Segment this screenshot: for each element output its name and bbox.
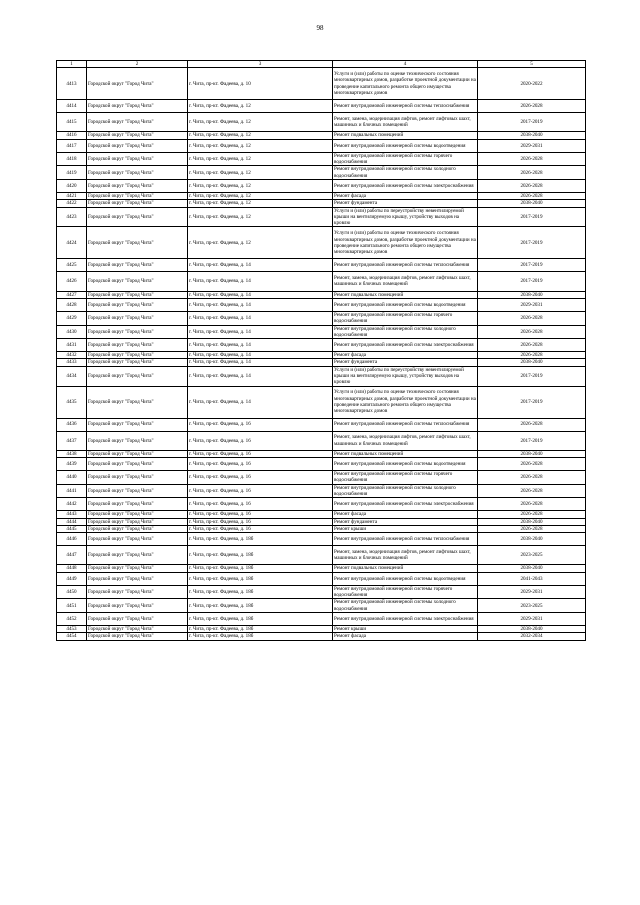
municipality-cell: Городской округ "Город Чита" (87, 458, 188, 471)
row-number-cell: 4452 (57, 612, 87, 625)
planned-period-cell: 2026-2028 (478, 458, 586, 471)
table-row (57, 546, 586, 565)
planned-period-cell: 2017-2019 (478, 207, 586, 227)
address-cell: г. Чита, пр-кт. Фадеева, д. 16 (188, 458, 333, 471)
row-number-cell: 4433 (57, 359, 87, 366)
work-type-cell: Ремонт внутридомовой инженерной системы водоотведения (333, 298, 478, 311)
work-type-cell: Ремонт внутридомовой инженерной системы электроснабжения (333, 498, 478, 511)
address-cell: г. Чита, пр-кт. Фадеева, д. 14 (188, 352, 333, 359)
municipality-cell: Городской округ "Город Чита" (87, 484, 188, 498)
column-header-5: 5 (478, 61, 586, 68)
table-row (57, 565, 586, 572)
address-cell: г. Чита, пр-кт. Фадеева, д. 18б (188, 625, 333, 632)
planned-period-cell: 2041-2043 (478, 572, 586, 585)
work-type-cell: Ремонт внутридомовой инженерной системы теплоснабжения (333, 533, 478, 546)
municipality-cell: Городской округ "Город Чита" (87, 272, 188, 291)
table-row (57, 152, 586, 166)
planned-period-cell: 2026-2028 (478, 418, 586, 431)
municipality-cell: Городской округ "Город Чита" (87, 386, 188, 418)
work-type-cell: Услуги и (или) работы по оценке технического состояния многоквартирных домов, разработке проектной документации на проведение капитального ремонта общего имущества многоквартирных домов (333, 386, 478, 418)
address-cell: г. Чита, пр-кт. Фадеева, д. 12 (188, 200, 333, 207)
address-cell: г. Чита, пр-кт. Фадеева, д. 14 (188, 386, 333, 418)
planned-period-cell: 2029-2031 (478, 612, 586, 625)
address-cell: г. Чита, пр-кт. Фадеева, д. 14 (188, 325, 333, 339)
table-row (57, 179, 586, 192)
planned-period-cell: 2020-2022 (478, 68, 586, 100)
municipality-cell: Городской округ "Город Чита" (87, 259, 188, 272)
municipality-cell: Городской округ "Город Чита" (87, 431, 188, 450)
address-cell: г. Чита, пр-кт. Фадеева, д. 12 (188, 207, 333, 227)
table-row (57, 612, 586, 625)
planned-period-cell: 2017-2019 (478, 431, 586, 450)
table-row (57, 498, 586, 511)
municipality-cell: Городской округ "Город Чита" (87, 565, 188, 572)
table-row (57, 113, 586, 132)
address-cell: г. Чита, пр-кт. Фадеева, д. 18б (188, 546, 333, 565)
address-cell: г. Чита, пр-кт. Фадеева, д. 14 (188, 298, 333, 311)
address-cell: г. Чита, пр-кт. Фадеева, д. 14 (188, 272, 333, 291)
row-number-cell: 4437 (57, 431, 87, 450)
municipality-cell: Городской округ "Город Чита" (87, 471, 188, 485)
row-number-cell: 4427 (57, 291, 87, 298)
work-type-cell: Ремонт внутридомовой инженерной системы электроснабжения (333, 339, 478, 352)
planned-period-cell: 2023-2025 (478, 546, 586, 565)
row-number-cell: 4449 (57, 572, 87, 585)
table-row (57, 533, 586, 546)
table-row (57, 325, 586, 339)
address-cell: г. Чита, пр-кт. Фадеева, д. 12 (188, 132, 333, 139)
work-type-cell: Ремонт, замена, модернизация лифтов, ремонт лифтовых шахт, машинных и блочных помещений (333, 113, 478, 132)
municipality-cell: Городской округ "Город Чита" (87, 68, 188, 100)
planned-period-cell: 2017-2019 (478, 227, 586, 259)
work-type-cell: Ремонт внутридомовой инженерной системы теплоснабжения (333, 259, 478, 272)
planned-period-cell: 2029-2031 (478, 298, 586, 311)
planned-period-cell: 2017-2019 (478, 366, 586, 386)
row-number-cell: 4441 (57, 484, 87, 498)
work-type-cell: Ремонт внутридомовой инженерной системы теплоснабжения (333, 418, 478, 431)
row-number-cell: 4430 (57, 325, 87, 339)
address-cell: г. Чита, пр-кт. Фадеева, д. 12 (188, 113, 333, 132)
address-cell: г. Чита, пр-кт. Фадеева, д. 12 (188, 227, 333, 259)
municipality-cell: Городской округ "Город Чита" (87, 339, 188, 352)
address-cell: г. Чита, пр-кт. Фадеева, д. 14 (188, 291, 333, 298)
municipality-cell: Городской округ "Город Чита" (87, 498, 188, 511)
table-row (57, 625, 586, 632)
table-row (57, 291, 586, 298)
address-cell: г. Чита, пр-кт. Фадеева, д. 14 (188, 366, 333, 386)
row-number-cell: 4442 (57, 498, 87, 511)
work-type-cell: Ремонт внутридомовой инженерной системы водоотведения (333, 139, 478, 152)
municipality-cell: Городской округ "Город Чита" (87, 132, 188, 139)
municipality-cell: Городской округ "Город Чита" (87, 207, 188, 227)
work-type-cell: Ремонт фундамента (333, 359, 478, 366)
address-cell: г. Чита, пр-кт. Фадеева, д. 14 (188, 311, 333, 325)
work-type-cell: Ремонт внутридомовой инженерной системы электроснабжения (333, 612, 478, 625)
address-cell: г. Чита, пр-кт. Фадеева, д. 12 (188, 192, 333, 199)
table-row (57, 418, 586, 431)
municipality-cell: Городской округ "Город Чита" (87, 311, 188, 325)
work-type-cell: Ремонт внутридомовой инженерной системы горячего водоснабжения (333, 152, 478, 166)
address-cell: г. Чита, пр-кт. Фадеева, д. 18б (188, 633, 333, 640)
capital-repair-table (56, 60, 586, 641)
table-row (57, 132, 586, 139)
municipality-cell: Городской округ "Город Чита" (87, 166, 188, 180)
row-number-cell: 4422 (57, 200, 87, 207)
work-type-cell: Ремонт подвальных помещений (333, 565, 478, 572)
row-number-cell: 4421 (57, 192, 87, 199)
table-row (57, 166, 586, 180)
planned-period-cell: 2026-2028 (478, 352, 586, 359)
municipality-cell: Городской округ "Город Чита" (87, 366, 188, 386)
municipality-cell: Городской округ "Город Чита" (87, 100, 188, 113)
municipality-cell: Городской округ "Город Чита" (87, 546, 188, 565)
municipality-cell: Городской округ "Город Чита" (87, 200, 188, 207)
municipality-cell: Городской округ "Город Чита" (87, 525, 188, 532)
planned-period-cell: 2038-2040 (478, 625, 586, 632)
work-type-cell: Ремонт внутридомовой инженерной системы электроснабжения (333, 179, 478, 192)
planned-period-cell: 2017-2019 (478, 272, 586, 291)
work-type-cell: Ремонт внутридомовой инженерной системы водоотведения (333, 458, 478, 471)
planned-period-cell: 2038-2040 (478, 132, 586, 139)
planned-period-cell: 2038-2040 (478, 565, 586, 572)
municipality-cell: Городской округ "Город Чита" (87, 418, 188, 431)
work-type-cell: Услуги и (или) работы по переустройству невентилируемой крыши на вентилируемую крышу, устройству выходов на кровлю (333, 366, 478, 386)
address-cell: г. Чита, пр-кт. Фадеева, д. 18б (188, 612, 333, 625)
address-cell: г. Чита, пр-кт. Фадеева, д. 14 (188, 339, 333, 352)
row-number-cell: 4445 (57, 525, 87, 532)
planned-period-cell: 2038-2040 (478, 291, 586, 298)
planned-period-cell: 2038-2040 (478, 200, 586, 207)
work-type-cell: Ремонт, замена, модернизация лифтов, ремонт лифтовых шахт, машинных и блочных помещений (333, 546, 478, 565)
planned-period-cell: 2026-2028 (478, 498, 586, 511)
work-type-cell: Ремонт подвальных помещений (333, 291, 478, 298)
planned-period-cell: 2023-2025 (478, 599, 586, 613)
work-type-cell: Ремонт внутридомовой инженерной системы теплоснабжения (333, 100, 478, 113)
table-row (57, 585, 586, 599)
municipality-cell: Городской округ "Город Чита" (87, 572, 188, 585)
address-cell: г. Чита, пр-кт. Фадеева, д. 18б (188, 565, 333, 572)
table-body (57, 68, 586, 640)
planned-period-cell: 2032-2034 (478, 633, 586, 640)
planned-period-cell: 2026-2028 (478, 525, 586, 532)
table-row (57, 366, 586, 386)
row-number-cell: 4416 (57, 132, 87, 139)
table-row (57, 633, 586, 640)
planned-period-cell: 2026-2028 (478, 311, 586, 325)
address-cell: г. Чита, пр-кт. Фадеева, д. 12 (188, 152, 333, 166)
work-type-cell: Ремонт фасада (333, 511, 478, 518)
table-row (57, 431, 586, 450)
planned-period-cell: 2038-2040 (478, 450, 586, 457)
planned-period-cell: 2026-2028 (478, 484, 586, 498)
row-number-cell: 4431 (57, 339, 87, 352)
row-number-cell: 4413 (57, 68, 87, 100)
row-number-cell: 4417 (57, 139, 87, 152)
planned-period-cell: 2038-2040 (478, 518, 586, 525)
page-number: 98 (316, 24, 324, 32)
table-row (57, 68, 586, 100)
work-type-cell: Ремонт внутридомовой инженерной системы горячего водоснабжения (333, 471, 478, 485)
address-cell: г. Чита, пр-кт. Фадеева, д. 18б (188, 599, 333, 613)
row-number-cell: 4414 (57, 100, 87, 113)
row-number-cell: 4444 (57, 518, 87, 525)
work-type-cell: Ремонт фундамента (333, 200, 478, 207)
table-row (57, 458, 586, 471)
municipality-cell: Городской округ "Город Чита" (87, 612, 188, 625)
work-type-cell: Ремонт внутридомовой инженерной системы холодного водоснабжения (333, 325, 478, 339)
municipality-cell: Городской округ "Город Чита" (87, 599, 188, 613)
table-row (57, 572, 586, 585)
address-cell: г. Чита, пр-кт. Фадеева, д. 16 (188, 511, 333, 518)
address-cell: г. Чита, пр-кт. Фадеева, д. 16 (188, 431, 333, 450)
planned-period-cell: 2017-2019 (478, 386, 586, 418)
row-number-cell: 4438 (57, 450, 87, 457)
table-row (57, 139, 586, 152)
work-type-cell: Ремонт, замена, модернизация лифтов, ремонт лифтовых шахт, машинных и блочных помещений (333, 272, 478, 291)
municipality-cell: Городской округ "Город Чита" (87, 533, 188, 546)
row-number-cell: 4443 (57, 511, 87, 518)
row-number-cell: 4419 (57, 166, 87, 180)
table-row (57, 359, 586, 366)
column-number-header-row (57, 61, 586, 68)
address-cell: г. Чита, пр-кт. Фадеева, д. 18б (188, 572, 333, 585)
work-type-cell: Ремонт внутридомовой инженерной системы холодного водоснабжения (333, 484, 478, 498)
address-cell: г. Чита, пр-кт. Фадеева, д. 12 (188, 166, 333, 180)
work-type-cell: Услуги и (или) работы по оценке технического состояния многоквартирных домов, разработке проектной документации на проведение капитального ремонта общего имущества многоквартирных домов (333, 227, 478, 259)
row-number-cell: 4450 (57, 585, 87, 599)
municipality-cell: Городской округ "Город Чита" (87, 227, 188, 259)
municipality-cell: Городской округ "Город Чита" (87, 585, 188, 599)
address-cell: г. Чита, пр-кт. Фадеева, д. 16 (188, 450, 333, 457)
row-number-cell: 4426 (57, 272, 87, 291)
row-number-cell: 4432 (57, 352, 87, 359)
address-cell: г. Чита, пр-кт. Фадеева, д. 16 (188, 498, 333, 511)
row-number-cell: 4448 (57, 565, 87, 572)
address-cell: г. Чита, пр-кт. Фадеева, д. 16 (188, 525, 333, 532)
column-header-3: 3 (188, 61, 333, 68)
planned-period-cell: 2017-2019 (478, 113, 586, 132)
municipality-cell: Городской округ "Город Чита" (87, 298, 188, 311)
municipality-cell: Городской округ "Город Чита" (87, 625, 188, 632)
work-type-cell: Ремонт внутридомовой инженерной системы водоотведения (333, 572, 478, 585)
table-row (57, 518, 586, 525)
table-row (57, 192, 586, 199)
table-row (57, 272, 586, 291)
work-type-cell: Ремонт внутридомовой инженерной системы горячего водоснабжения (333, 311, 478, 325)
column-header-1: 1 (57, 61, 87, 68)
table-row (57, 227, 586, 259)
municipality-cell: Городской округ "Город Чита" (87, 359, 188, 366)
row-number-cell: 4446 (57, 533, 87, 546)
table-row (57, 599, 586, 613)
address-cell: г. Чита, пр-кт. Фадеева, д. 16 (188, 484, 333, 498)
work-type-cell: Ремонт, замена, модернизация лифтов, ремонт лифтовых шахт, машинных и блочных помещений (333, 431, 478, 450)
row-number-cell: 4454 (57, 633, 87, 640)
table-row (57, 471, 586, 485)
table-row (57, 386, 586, 418)
address-cell: г. Чита, пр-кт. Фадеева, д. 16 (188, 518, 333, 525)
work-type-cell: Ремонт крыши (333, 525, 478, 532)
table-row (57, 450, 586, 457)
row-number-cell: 4451 (57, 599, 87, 613)
row-number-cell: 4425 (57, 259, 87, 272)
table-row (57, 311, 586, 325)
row-number-cell: 4436 (57, 418, 87, 431)
work-type-cell: Ремонт подвальных помещений (333, 450, 478, 457)
planned-period-cell: 2026-2028 (478, 152, 586, 166)
address-cell: г. Чита, пр-кт. Фадеева, д. 12 (188, 179, 333, 192)
work-type-cell: Ремонт внутридомовой инженерной системы горячего водоснабжения (333, 585, 478, 599)
table-row (57, 511, 586, 518)
municipality-cell: Городской округ "Город Чита" (87, 179, 188, 192)
planned-period-cell: 2026-2028 (478, 192, 586, 199)
table-row (57, 259, 586, 272)
planned-period-cell: 2038-2040 (478, 359, 586, 366)
row-number-cell: 4415 (57, 113, 87, 132)
municipality-cell: Городской округ "Город Чита" (87, 633, 188, 640)
municipality-cell: Городской округ "Город Чита" (87, 139, 188, 152)
row-number-cell: 4434 (57, 366, 87, 386)
row-number-cell: 4435 (57, 386, 87, 418)
municipality-cell: Городской округ "Город Чита" (87, 450, 188, 457)
address-cell: г. Чита, пр-кт. Фадеева, д. 10 (188, 68, 333, 100)
planned-period-cell: 2017-2019 (478, 259, 586, 272)
row-number-cell: 4424 (57, 227, 87, 259)
work-type-cell: Услуги и (или) работы по переустройству невентилируемой крыши на вентилируемую крышу, устройству выходов на кровлю (333, 207, 478, 227)
planned-period-cell: 2026-2028 (478, 100, 586, 113)
planned-period-cell: 2026-2028 (478, 511, 586, 518)
municipality-cell: Городской округ "Город Чита" (87, 291, 188, 298)
address-cell: г. Чита, пр-кт. Фадеева, д. 18б (188, 585, 333, 599)
address-cell: г. Чита, пр-кт. Фадеева, д. 12 (188, 100, 333, 113)
planned-period-cell: 2026-2028 (478, 325, 586, 339)
work-type-cell: Ремонт крыши (333, 625, 478, 632)
row-number-cell: 4418 (57, 152, 87, 166)
work-type-cell: Ремонт внутридомовой инженерной системы холодного водоснабжения (333, 599, 478, 613)
address-cell: г. Чита, пр-кт. Фадеева, д. 14 (188, 359, 333, 366)
planned-period-cell: 2026-2028 (478, 339, 586, 352)
table-row (57, 207, 586, 227)
planned-period-cell: 2029-2031 (478, 139, 586, 152)
planned-period-cell: 2029-2031 (478, 585, 586, 599)
address-cell: г. Чита, пр-кт. Фадеева, д. 12 (188, 139, 333, 152)
address-cell: г. Чита, пр-кт. Фадеева, д. 16 (188, 471, 333, 485)
table-row (57, 484, 586, 498)
column-header-2: 2 (87, 61, 188, 68)
table-row (57, 200, 586, 207)
planned-period-cell: 2026-2028 (478, 166, 586, 180)
row-number-cell: 4439 (57, 458, 87, 471)
row-number-cell: 4423 (57, 207, 87, 227)
planned-period-cell: 2026-2028 (478, 179, 586, 192)
row-number-cell: 4447 (57, 546, 87, 565)
row-number-cell: 4453 (57, 625, 87, 632)
municipality-cell: Городской округ "Город Чита" (87, 511, 188, 518)
municipality-cell: Городской округ "Город Чита" (87, 352, 188, 359)
row-number-cell: 4429 (57, 311, 87, 325)
municipality-cell: Городской округ "Город Чита" (87, 152, 188, 166)
row-number-cell: 4420 (57, 179, 87, 192)
address-cell: г. Чита, пр-кт. Фадеева, д. 14 (188, 259, 333, 272)
work-type-cell: Ремонт фасада (333, 633, 478, 640)
municipality-cell: Городской округ "Город Чита" (87, 518, 188, 525)
municipality-cell: Городской округ "Город Чита" (87, 192, 188, 199)
column-header-4: 4 (333, 61, 478, 68)
table-row (57, 100, 586, 113)
work-type-cell: Ремонт подвальных помещений (333, 132, 478, 139)
address-cell: г. Чита, пр-кт. Фадеева, д. 18б (188, 533, 333, 546)
table-row (57, 339, 586, 352)
municipality-cell: Городской округ "Город Чита" (87, 325, 188, 339)
row-number-cell: 4440 (57, 471, 87, 485)
work-type-cell: Услуги и (или) работы по оценке технического состояния многоквартирных домов, разработке проектной документации на проведение капитального ремонта общего имущества многоквартирных домов (333, 68, 478, 100)
work-type-cell: Ремонт фундамента (333, 518, 478, 525)
row-number-cell: 4428 (57, 298, 87, 311)
planned-period-cell: 2038-2040 (478, 533, 586, 546)
work-type-cell: Ремонт фасада (333, 192, 478, 199)
address-cell: г. Чита, пр-кт. Фадеева, д. 16 (188, 418, 333, 431)
table-row (57, 352, 586, 359)
work-type-cell: Ремонт внутридомовой инженерной системы холодного водоснабжения (333, 166, 478, 180)
work-type-cell: Ремонт фасада (333, 352, 478, 359)
planned-period-cell: 2026-2028 (478, 471, 586, 485)
table-row (57, 298, 586, 311)
table-row (57, 525, 586, 532)
municipality-cell: Городской округ "Город Чита" (87, 113, 188, 132)
